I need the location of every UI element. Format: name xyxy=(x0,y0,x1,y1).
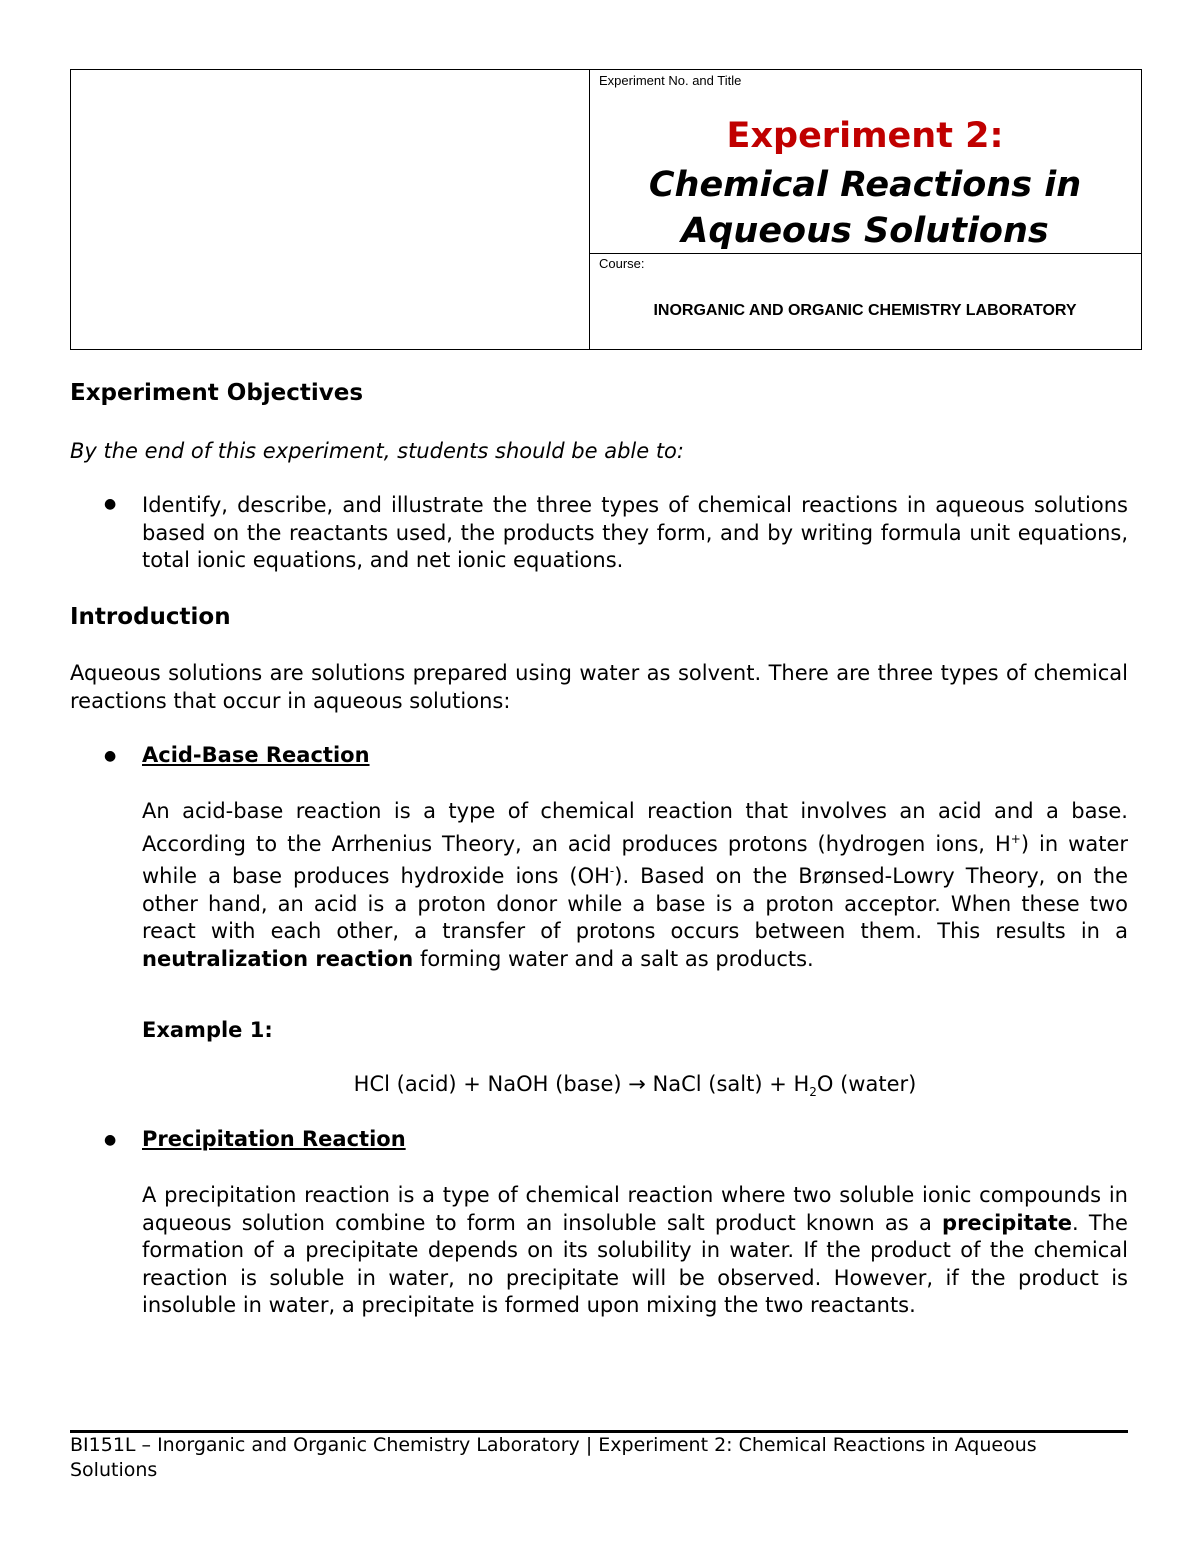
experiment-label: Experiment No. and Title xyxy=(599,73,742,88)
objectives-lead: By the end of this experiment, students should be able to: xyxy=(70,439,684,463)
experiment-number: Experiment 2: xyxy=(726,116,1004,156)
bullet-icon: ● xyxy=(104,1132,117,1148)
example-label: Example 1: xyxy=(142,1018,273,1042)
objectives-heading: Experiment Objectives xyxy=(70,380,364,406)
course-name: INORGANIC AND ORGANIC CHEMISTRY LABORATORY xyxy=(653,302,1077,319)
bullet-icon: ● xyxy=(104,496,117,512)
introduction-heading: Introduction xyxy=(70,604,231,630)
precipitation-title: Precipitation Reaction xyxy=(142,1127,406,1151)
experiment-title: Chemical Reactions in Aqueous Solutions xyxy=(648,165,1082,251)
page-footer: BI151L – Inorganic and Organic Chemistry Laboratory | Experiment 2: Chemical Reactions in Aqueous Solutions xyxy=(70,1434,1037,1481)
introduction-text: Aqueous solutions are solutions prepared using water as solvent. There are three types of chemical reactions that occur in aqueous solutions: xyxy=(70,661,1128,713)
course-label: Course: xyxy=(599,256,645,271)
acid-base-title: Acid-Base Reaction xyxy=(142,743,370,767)
precipitation-text: A precipitation reaction is a type of chemical reaction where two soluble ionic compounds in aqueous solution combine to form an insoluble salt product known as a precipitate. The formation of a precipitate depends on its solubility in water. If the product of the chemical reaction is soluble in water, no precipitate will be observed. However, if the product is insoluble in water, a precipitate is formed upon mixing the two reactants. xyxy=(142,1183,1128,1317)
bullet-icon: ● xyxy=(104,748,117,764)
objective-item: Identify, describe, and illustrate the three types of chemical reactions in aqueous solutions based on the reactants used, the products they form, and by writing formula unit equations, total ionic equations, and net ionic equations. xyxy=(142,493,1128,572)
header-table xyxy=(70,69,1142,350)
example-equation: HCl (acid) + NaOH (base) → NaCl (salt) + $H_2O$ (water) xyxy=(353,1072,917,1100)
acid-base-text: An acid-base reaction is a type of chemical reaction that involves an acid and a base. According to the Arrhenius Theory, an acid produces protons (hydrogen ions, H+) in water while a base produces hydroxide ions (OH-). Based on the Brønsed-Lowry Theory, on the other hand, an acid is a proton donor while a base is a proton acceptor. When these two react with each other, a transfer of protons occurs between them. This results in a neutralization reaction forming water and a salt as products. xyxy=(142,799,1128,971)
